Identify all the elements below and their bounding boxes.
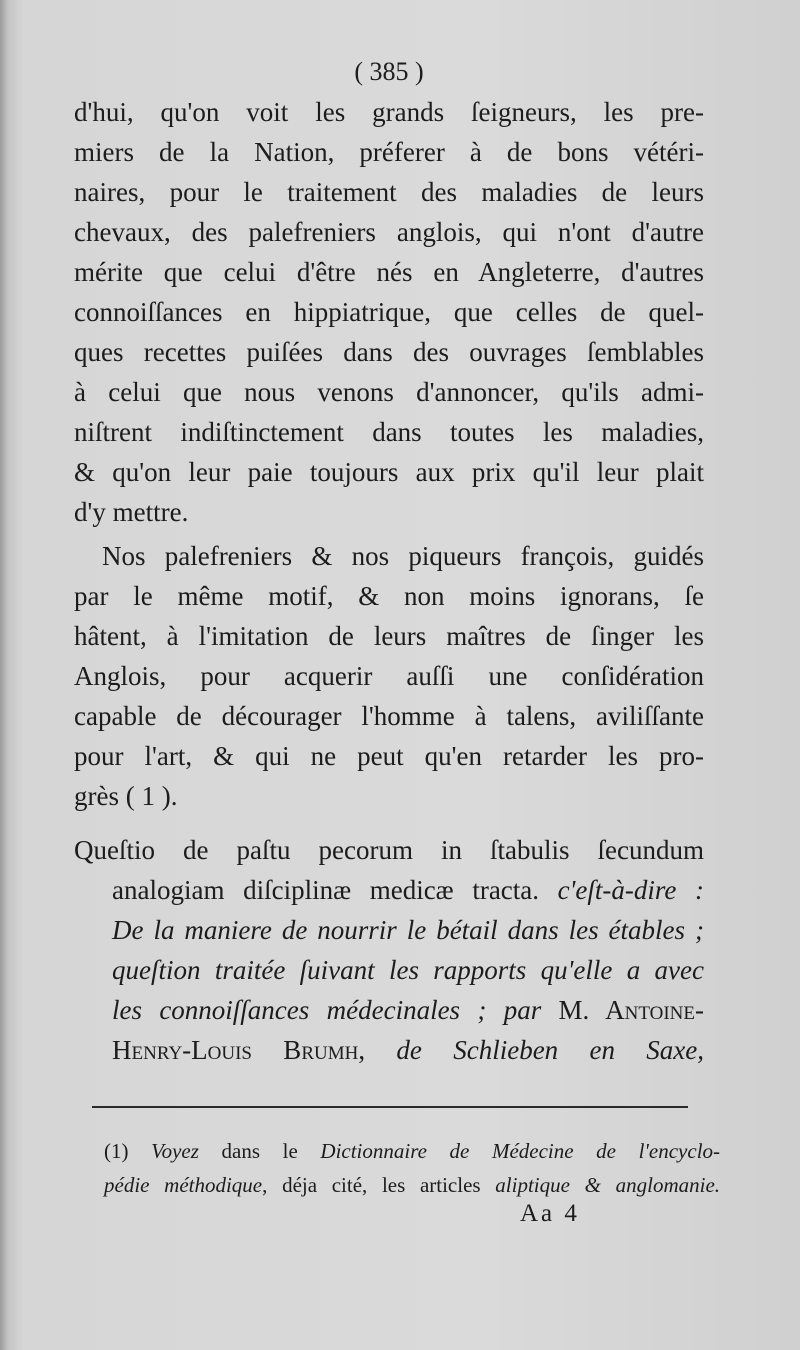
entry-title-line: Queſtio de paſtu pecorum in ſtabulis ſecundum [74, 835, 704, 865]
main-text [74, 52, 704, 1070]
text-line: ques recettes puiſées dans des ouvrages ſemblables [74, 337, 704, 367]
page-number: ( 385 ) [354, 57, 424, 86]
text-line: mérite que celui d'être nés en Angleterre, d'autres [74, 257, 704, 287]
entry-translation-line: De la maniere de nourrir le bétail dans les étables ; [112, 915, 704, 945]
text-line: naires, pour le traitement des maladies de leurs [74, 177, 704, 207]
text-line: capable de décourager l'homme à talens, aviliſſante [74, 701, 704, 731]
text-line: pour l'art, & qui ne peut qu'en retarder les pro- [74, 741, 704, 771]
bibliographic-entry [74, 830, 704, 1070]
text-line: Anglois, pour acquerir auſſi une conſidération [74, 661, 704, 691]
text-line: hâtent, à l'imitation de leurs maîtres de ſinger les [74, 621, 704, 651]
text-line: & qu'on leur paie toujours aux prix qu'il leur plait [74, 457, 704, 487]
footnote [104, 1134, 720, 1202]
footnote-line: pédie méthodique, déja cité, les articles aliptique & anglomanie. [104, 1173, 721, 1197]
text-line: miers de la Nation, préferer à de bons vétéri- [74, 137, 704, 167]
entry-translation-line: queſtion traitée ſuivant les rapports qu'elle a avec [112, 955, 704, 985]
signature-mark: Aa 4 [520, 1200, 580, 1227]
text-line: par le même motif, & non moins ignorans, ſe [74, 581, 704, 611]
text-line: grès ( 1 ). [74, 781, 178, 811]
text-line: connoiſſances en hippiatrique, que celles de quel- [74, 297, 704, 327]
paragraph-2 [74, 536, 704, 816]
entry-title-line: analogiam diſciplinæ medicæ tracta. c'eſt-à-dire : [112, 875, 705, 905]
text-line: chevaux, des palefreniers anglois, qui n'ont d'autre [74, 217, 704, 247]
text-line: à celui que nous venons d'annoncer, qu'ils admi- [74, 377, 704, 407]
footnote-rule [92, 1106, 688, 1108]
text-line: Nos palefreniers & nos piqueurs françois, guidés [102, 541, 704, 571]
text-line: niſtrent indiſtinctement dans toutes les maladies, [74, 417, 704, 447]
entry-author-line: les connoiſſances médecinales ; par M. Antoine- [112, 995, 704, 1025]
entry-author-line: Henry-Louis Brumh, de Schlieben en Saxe, [112, 1035, 705, 1065]
text-line: d'y mettre. [74, 497, 189, 527]
footnote-line: (1) Voyez dans le Dictionnaire de Médecine de l'encyclo- [104, 1139, 721, 1163]
paragraph-1 [74, 92, 704, 532]
text-line: d'hui, qu'on voit les grands ſeigneurs, les pre- [74, 97, 704, 127]
